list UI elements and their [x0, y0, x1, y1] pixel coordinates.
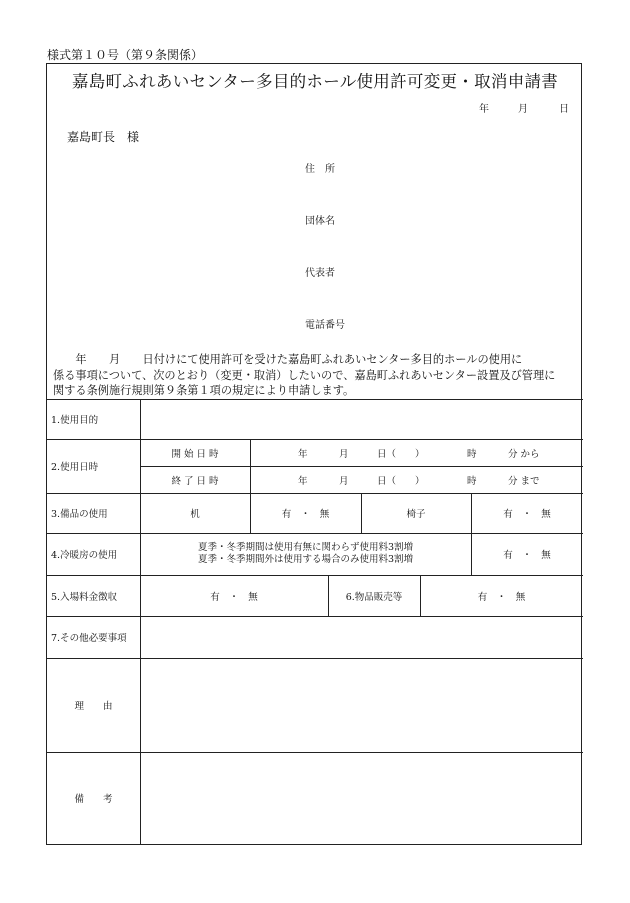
- aircon-label: 4.冷暖房の使用: [51, 550, 118, 561]
- aircon-note-off-season: 夏季・冬季期間外は使用する場合のみ使用料3割増: [197, 554, 414, 565]
- address-label: 住 所: [305, 164, 335, 175]
- end-year-label: 年: [298, 475, 308, 487]
- date-month-label: 月: [518, 104, 528, 115]
- reason-label: 理 由: [74, 701, 113, 712]
- start-datetime-label: 開 始 日 時: [171, 448, 219, 460]
- start-hour-label: 時: [467, 448, 477, 460]
- phone-number-label: 電話番号: [305, 320, 345, 331]
- remarks-label: 備 考: [74, 794, 113, 805]
- statement-line-3: 関する条例施行規則第９条第１項の規定により申請します。: [53, 384, 355, 397]
- goods-sales-label: 6.物品販売等: [345, 591, 403, 603]
- reason-field[interactable]: [141, 659, 583, 752]
- addressee: 嘉島町長 様: [67, 130, 140, 144]
- datetime-label: 2.使用日時: [51, 462, 99, 473]
- start-month-label: 月: [339, 448, 349, 460]
- purpose-label: 1.使用目的: [51, 415, 99, 426]
- form-title: 嘉島町ふれあいセンター多目的ホール使用許可変更・取消申請書: [71, 72, 559, 91]
- start-year-label: 年: [298, 448, 308, 460]
- aircon-yes-no[interactable]: 有 ・ 無: [503, 550, 551, 561]
- date-year-label: 年: [479, 104, 489, 115]
- form-number-caption: 様式第１０号（第９条関係）: [47, 48, 204, 62]
- end-month-label: 月: [339, 475, 349, 487]
- desk-yes-no[interactable]: 有 ・ 無: [281, 509, 330, 520]
- end-minute-label: 分 まで: [508, 475, 540, 487]
- purpose-field[interactable]: [141, 400, 583, 439]
- start-day-label: 日（ ）: [377, 448, 425, 460]
- application-form: [46, 63, 582, 845]
- end-datetime-label: 終 了 日 時: [171, 475, 219, 487]
- aircon-note-in-season: 夏季・冬季期間は使用有無に関わらず使用料3割増: [197, 542, 414, 553]
- admission-yes-no[interactable]: 有 ・ 無: [210, 591, 258, 603]
- chair-label: 椅子: [406, 509, 426, 520]
- column-divider: [250, 439, 251, 493]
- row-divider: [47, 439, 583, 440]
- representative-label: 代表者: [305, 268, 335, 279]
- other-matters-field[interactable]: [141, 617, 583, 658]
- date-day-label: 日: [559, 104, 569, 115]
- chair-yes-no[interactable]: 有 ・ 無: [503, 509, 551, 520]
- admission-fee-label: 5.入場料金徴収: [51, 591, 118, 603]
- equipment-label: 3.備品の使用: [51, 509, 108, 520]
- group-name-label: 団体名: [305, 216, 335, 227]
- end-day-label: 日（ ）: [377, 475, 425, 487]
- other-matters-label: 7.その他必要事項: [51, 633, 127, 644]
- desk-label: 机: [190, 509, 200, 520]
- goods-sales-yes-no[interactable]: 有 ・ 無: [477, 591, 526, 603]
- start-minute-label: 分 から: [508, 448, 540, 460]
- application-statement: [53, 352, 579, 399]
- statement-line-1: 年 月 日付けにて使用許可を受けた嘉島町ふれあいセンター多目的ホールの使用に: [53, 353, 523, 366]
- aircon-notes: [140, 533, 471, 575]
- remarks-field[interactable]: [141, 753, 583, 844]
- end-hour-label: 時: [467, 475, 477, 487]
- statement-line-2: 係る事項について、次のとおり（変更・取消）したいので、嘉島町ふれあいセンター設置及び管理に: [53, 368, 556, 382]
